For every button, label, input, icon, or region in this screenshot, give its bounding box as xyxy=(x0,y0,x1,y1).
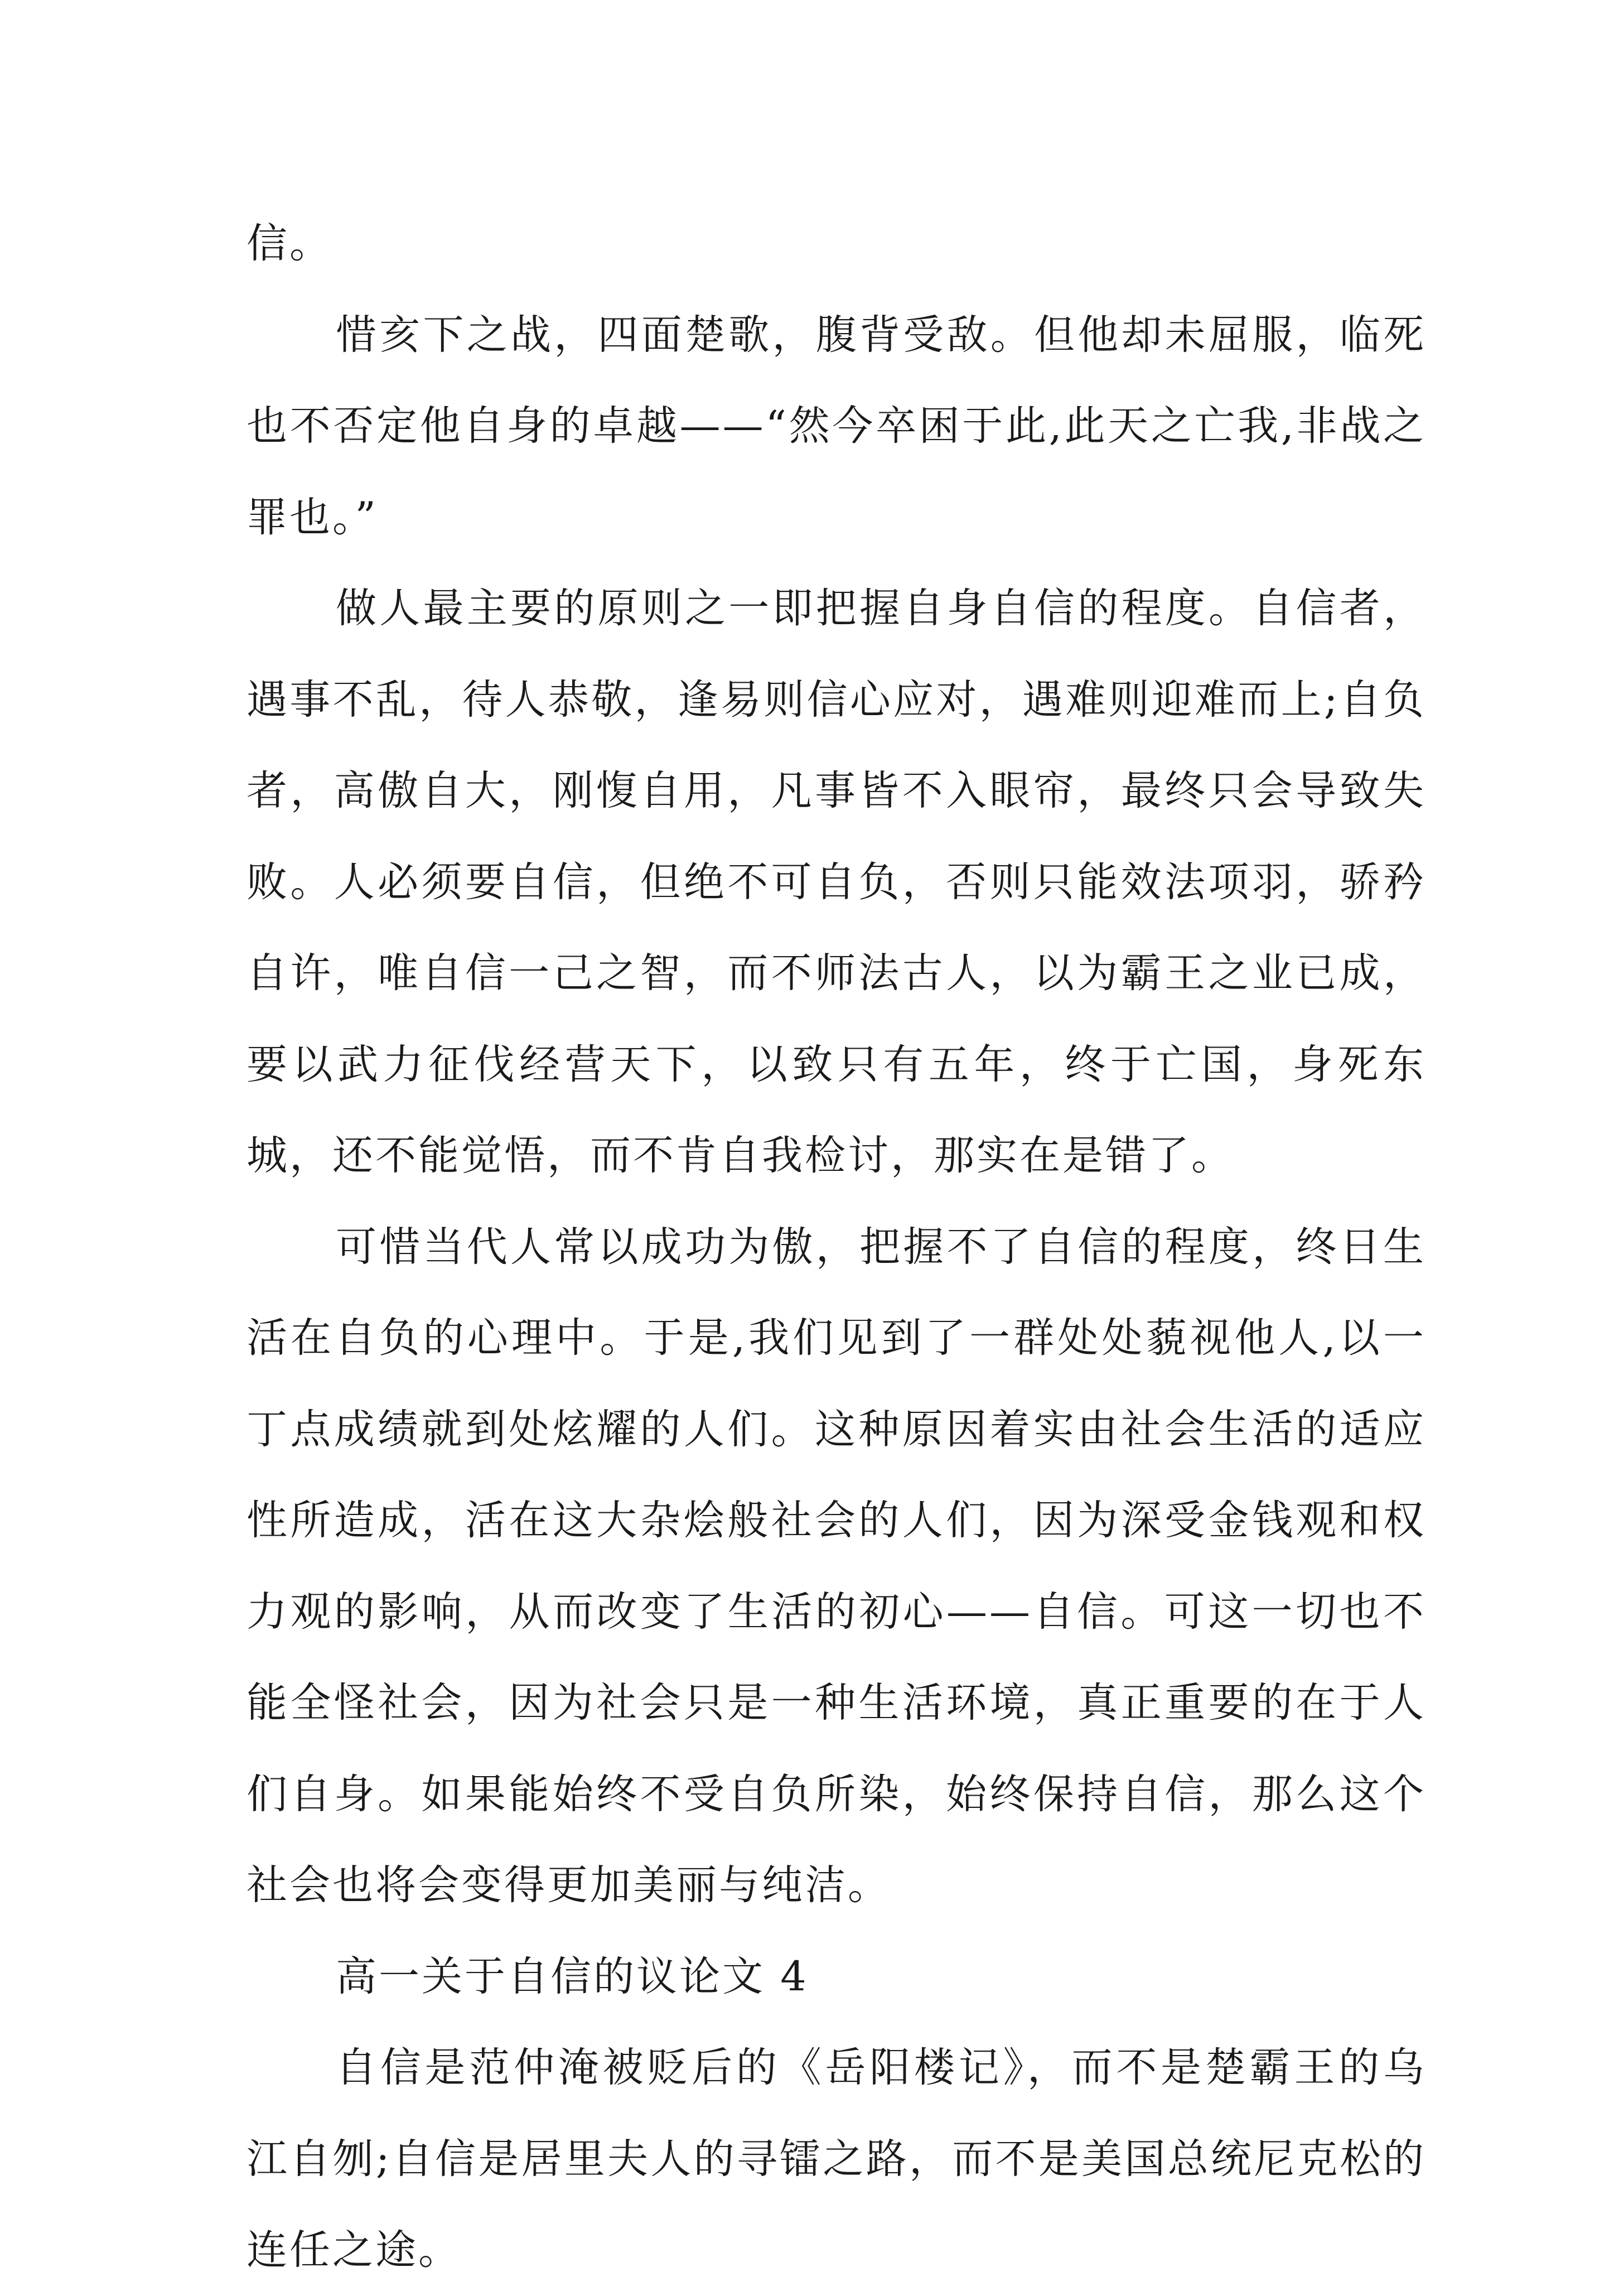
document-body xyxy=(247,198,1426,2296)
paragraph-xiang-yu-defeat: 惜亥下之战，四面楚歌，腹背受敌。但他却未屈服，临死也不否定他自身的卓越——“然今卒困于此,此天之亡我,非战之罪也。” xyxy=(247,311,1426,541)
paragraph-modern-arrogance: 可惜当代人常以成功为傲，把握不了自信的程度，终日生活在自负的心理中。于是,我们见到了一群处处藐视他人,以一丁点成绩就到处炫耀的人们。这种原因着实由社会生活的适应性所造成，活在这大杂烩般社会的人们，因为深受金钱观和权力观的影响，从而改变了生活的初心——自信。可这一切也不能全怪社会，因为社会只是一种生活环境，真正重要的在于人们自身。如果能始终不受自负所染，始终保持自信，那么这个社会也将会变得更加美丽与纯洁。 xyxy=(247,1223,1426,1909)
paragraph-continuation: 信。 xyxy=(247,220,332,267)
section-heading: 高一关于自信的议论文 4 xyxy=(336,1952,809,2000)
paragraph-principle-of-confidence: 做人最主要的原则之一即把握自身自信的程度。自信者，遇事不乱，待人恭敬，逢易则信心应对，遇难则迎难而上;自负者，高傲自大，刚愎自用，凡事皆不入眼帘，最终只会导致失败。人必须要自信，但绝不可自负，否则只能效法项羽，骄矜自许，唯自信一己之智，而不师法古人，以为霸王之业已成，要以武力征伐经营天下，以致只有五年，终于亡国，身死东城，还不能觉悟，而不肯自我检讨，那实在是错了。 xyxy=(247,585,1426,1179)
paragraph-examples-of-confidence: 自信是范仲淹被贬后的《岳阳楼记》，而不是楚霸王的乌江自刎;自信是居里夫人的寻镭之路，而不是美国总统尼克松的连任之途。 xyxy=(247,2044,1426,2274)
